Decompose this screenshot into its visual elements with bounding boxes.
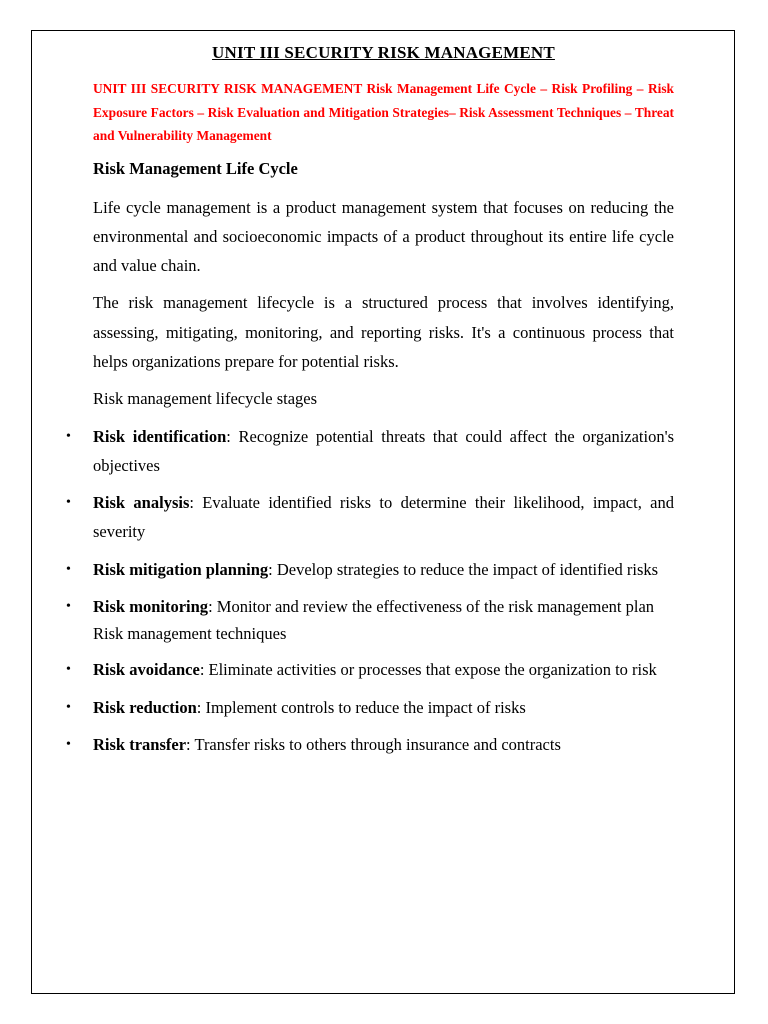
bullet-icon: • [66,495,71,511]
technique-desc: : Implement controls to reduce the impact of risks [196,697,526,717]
stage-desc: : Monitor and review the effectiveness of the risk management plan [208,597,655,617]
technique-term: Risk avoidance [93,660,200,680]
technique-term: Risk reduction [93,697,197,717]
document-body [66,40,674,759]
list-item [66,730,674,759]
bullet-icon: • [66,699,71,715]
paragraph-risk-lifecycle: The risk management lifecycle is a structured process that involves identifying, assessing, mitigating, monitoring, and reporting risks. It's a continuous process that helps organizations prepare for potential risks. [93,293,674,371]
list-item [66,592,674,647]
syllabus-text: UNIT III SECURITY RISK MANAGEMENT Risk Management Life Cycle – Risk Profiling – Risk Exposure Factors – Risk Evaluation and Mitigation Strategies– Risk Assessment Techniques – Threat and Vulnerability Management [93,81,674,143]
stage-desc: : Develop strategies to reduce the impact of identified risks [268,559,659,579]
stage-desc: : Evaluate identified risks to determine their likelihood, impact, and severity [93,493,674,542]
technique-desc: : Eliminate activities or processes that expose the organization to risk [199,660,657,680]
stages-label: Risk management lifecycle stages [93,389,318,409]
stage-desc: : Recognize potential threats that could affect the organization's objectives [93,426,674,475]
bullet-icon: • [66,736,71,752]
technique-term: Risk transfer [93,734,187,754]
section-heading: Risk Management Life Cycle [93,158,298,178]
list-item [66,655,674,684]
paragraph-lifecycle-management: Life cycle management is a product management system that focuses on reducing the environmental and socioeconomic impacts of a product throughout its entire life cycle and value chain. [93,197,674,276]
stages-list [66,422,674,760]
bullet-icon: • [66,561,71,577]
techniques-label: Risk management techniques [93,624,287,644]
stage-term: Risk monitoring [93,597,209,617]
document-title: UNIT III SECURITY RISK MANAGEMENT [212,43,555,62]
list-item [66,555,674,584]
list-item [66,422,674,481]
list-item [66,693,674,722]
stage-term: Risk mitigation planning [93,559,269,579]
list-item [66,488,674,547]
bullet-icon: • [66,599,71,615]
technique-desc: : Transfer risks to others through insurance and contracts [186,734,561,754]
stage-term: Risk analysis [93,493,190,513]
stage-term: Risk identification [93,426,227,446]
bullet-icon: • [66,662,71,678]
bullet-icon: • [66,428,71,444]
